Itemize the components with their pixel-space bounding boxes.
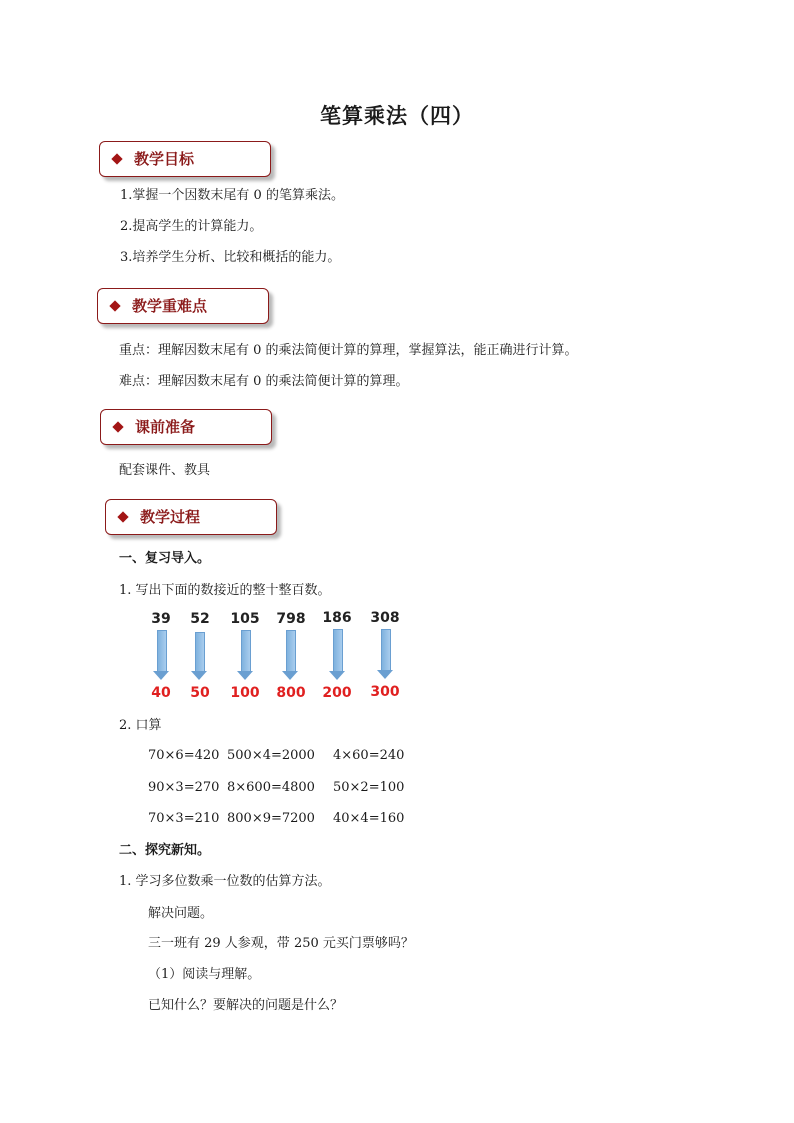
down-arrow-icon	[157, 630, 167, 672]
goal-item-3: 3.培养学生分析、比较和概括的能力。	[120, 250, 341, 265]
part2-title: 二、探究新知。	[119, 843, 211, 858]
oral-calc: 4×60=240	[333, 748, 405, 763]
goal-item-2: 2.提高学生的计算能力。	[120, 219, 263, 234]
step-5: 已知什么？要解决的问题是什么？	[148, 998, 344, 1013]
section-heading: 教学重难点	[132, 297, 208, 315]
down-arrow-icon	[241, 630, 251, 672]
oral-calc: 50×2=100	[333, 780, 405, 795]
section-heading: 课前准备	[135, 418, 196, 436]
question-1: 1. 写出下面的数接近的整十整百数。	[119, 583, 331, 598]
rounding-to-1: 40	[151, 685, 171, 701]
down-arrow-icon	[195, 632, 205, 672]
rounding-from-5: 186	[322, 610, 352, 626]
section-heading: 教学过程	[140, 508, 201, 526]
section-header-goals	[99, 141, 271, 177]
rounding-to-5: 200	[322, 685, 352, 701]
rounding-to-6: 300	[370, 684, 400, 700]
key-point-difficulty: 难点：理解因数末尾有 0 的乘法简便计算的算理。	[119, 374, 409, 389]
question-2: 2. 口算	[119, 718, 162, 733]
key-point-focus: 重点：理解因数末尾有 0 的乘法简便计算的算理，掌握算法，能正确进行计算。	[119, 343, 578, 358]
step-4: （1）阅读与理解。	[148, 967, 261, 982]
rounding-from-3: 105	[230, 611, 260, 627]
section-header-process	[105, 499, 277, 535]
oral-calc: 90×3=270	[148, 780, 220, 795]
rounding-to-4: 800	[276, 685, 306, 701]
diamond-bullet-icon	[109, 300, 120, 311]
oral-calc: 800×9=7200	[227, 811, 315, 826]
section-header-key-points	[97, 288, 269, 324]
rounding-from-4: 798	[276, 611, 306, 627]
rounding-from-1: 39	[151, 611, 171, 627]
oral-calc: 500×4=2000	[227, 748, 315, 763]
rounding-from-6: 308	[370, 610, 400, 626]
step-3: 三一班有 29 人参观，带 250 元买门票够吗？	[148, 936, 414, 951]
rounding-to-3: 100	[230, 685, 260, 701]
section-header-prep	[100, 409, 272, 445]
goal-item-1: 1.掌握一个因数末尾有 0 的笔算乘法。	[120, 188, 344, 203]
page-title: 笔算乘法（四）	[320, 103, 474, 128]
rounding-to-2: 50	[190, 685, 210, 701]
down-arrow-icon	[286, 630, 296, 672]
part1-title: 一、复习导入。	[119, 551, 211, 566]
prep-item: 配套课件、教具	[119, 463, 211, 478]
oral-calc: 8×600=4800	[227, 780, 315, 795]
diamond-bullet-icon	[112, 421, 123, 432]
diamond-bullet-icon	[111, 153, 122, 164]
step-1: 1. 学习多位数乘一位数的估算方法。	[119, 874, 331, 889]
oral-calc: 70×6=420	[148, 748, 220, 763]
step-2: 解决问题。	[148, 906, 214, 921]
rounding-from-2: 52	[190, 611, 210, 627]
down-arrow-icon	[333, 629, 343, 672]
oral-calc: 70×3=210	[148, 811, 220, 826]
section-heading: 教学目标	[134, 150, 195, 168]
oral-calc: 40×4=160	[333, 811, 405, 826]
down-arrow-icon	[381, 629, 391, 671]
diamond-bullet-icon	[117, 511, 128, 522]
